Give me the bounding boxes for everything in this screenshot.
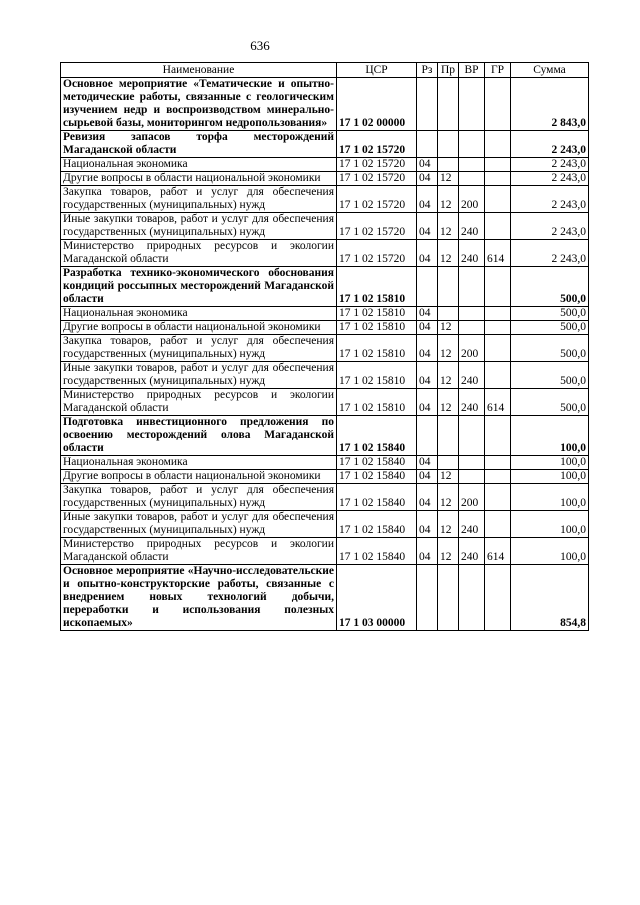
row-pr: 12 (438, 213, 459, 240)
table-header-row (61, 63, 589, 78)
row-gr (485, 456, 511, 470)
row-rz: 04 (417, 456, 438, 470)
table-row (61, 470, 589, 484)
row-csr: 17 1 02 15810 (337, 267, 417, 307)
row-gr (485, 362, 511, 389)
row-pr: 12 (438, 389, 459, 416)
header-vr: ВР (459, 63, 485, 78)
row-name: Основное мероприятие «Научно-исследовательские и опытно-конструкторские работы, связанные с внедрением новых технологий добычи, переработки и использования полезных ископаемых» (61, 565, 337, 631)
row-gr (485, 172, 511, 186)
row-gr: 614 (485, 240, 511, 267)
row-sum: 100,0 (511, 538, 589, 565)
row-gr (485, 565, 511, 631)
row-pr: 12 (438, 470, 459, 484)
row-gr: 614 (485, 389, 511, 416)
row-rz: 04 (417, 321, 438, 335)
row-sum: 2 243,0 (511, 158, 589, 172)
row-name: Национальная экономика (61, 456, 337, 470)
row-csr: 17 1 03 00000 (337, 565, 417, 631)
row-name: Иные закупки товаров, работ и услуг для обеспечения государственных (муниципальных) нужд (61, 362, 337, 389)
row-rz: 04 (417, 172, 438, 186)
row-name: Министерство природных ресурсов и экологии Магаданской области (61, 538, 337, 565)
row-name: Иные закупки товаров, работ и услуг для обеспечения государственных (муниципальных) нужд (61, 511, 337, 538)
row-rz (417, 565, 438, 631)
header-csr: ЦСР (337, 63, 417, 78)
row-name: Ревизия запасов торфа месторождений Магаданской области (61, 131, 337, 158)
row-vr (459, 307, 485, 321)
row-csr: 17 1 02 15840 (337, 511, 417, 538)
row-name: Другие вопросы в области национальной экономики (61, 470, 337, 484)
row-sum: 100,0 (511, 470, 589, 484)
row-sum: 2 843,0 (511, 78, 589, 131)
row-gr (485, 484, 511, 511)
row-gr (485, 267, 511, 307)
row-vr (459, 456, 485, 470)
row-csr: 17 1 02 15720 (337, 158, 417, 172)
row-sum: 2 243,0 (511, 131, 589, 158)
row-pr: 12 (438, 186, 459, 213)
row-name: Разработка технико-экономического обоснования кондиций россыпных месторождений Магаданской области (61, 267, 337, 307)
row-sum: 500,0 (511, 321, 589, 335)
row-rz: 04 (417, 307, 438, 321)
row-name: Министерство природных ресурсов и экологии Магаданской области (61, 240, 337, 267)
table-row (61, 511, 589, 538)
row-pr (438, 267, 459, 307)
table-row (61, 307, 589, 321)
row-vr: 240 (459, 389, 485, 416)
header-sum: Сумма (511, 63, 589, 78)
row-rz: 04 (417, 213, 438, 240)
row-vr (459, 416, 485, 456)
table-row (61, 416, 589, 456)
row-csr: 17 1 02 15840 (337, 416, 417, 456)
row-sum: 2 243,0 (511, 213, 589, 240)
row-sum: 500,0 (511, 267, 589, 307)
row-name: Закупка товаров, работ и услуг для обеспечения государственных (муниципальных) нужд (61, 186, 337, 213)
row-rz (417, 416, 438, 456)
row-sum: 100,0 (511, 511, 589, 538)
row-sum: 100,0 (511, 484, 589, 511)
row-gr (485, 335, 511, 362)
table-row (61, 267, 589, 307)
row-rz: 04 (417, 511, 438, 538)
row-csr: 17 1 02 15840 (337, 538, 417, 565)
table-row (61, 321, 589, 335)
row-rz: 04 (417, 186, 438, 213)
row-vr (459, 470, 485, 484)
row-gr (485, 131, 511, 158)
row-gr (485, 78, 511, 131)
row-rz: 04 (417, 538, 438, 565)
row-pr: 12 (438, 362, 459, 389)
row-pr (438, 158, 459, 172)
row-sum: 854,8 (511, 565, 589, 631)
row-csr: 17 1 02 15810 (337, 321, 417, 335)
row-rz: 04 (417, 158, 438, 172)
table-row (61, 78, 589, 131)
table-row (61, 172, 589, 186)
row-gr (485, 213, 511, 240)
row-pr: 12 (438, 511, 459, 538)
row-pr: 12 (438, 484, 459, 511)
table-row (61, 335, 589, 362)
row-pr (438, 307, 459, 321)
row-vr (459, 78, 485, 131)
row-vr: 200 (459, 186, 485, 213)
row-csr: 17 1 02 15810 (337, 307, 417, 321)
row-vr (459, 131, 485, 158)
row-csr: 17 1 02 15840 (337, 470, 417, 484)
row-vr: 200 (459, 484, 485, 511)
row-name: Другие вопросы в области национальной экономики (61, 321, 337, 335)
row-vr (459, 565, 485, 631)
row-csr: 17 1 02 15720 (337, 213, 417, 240)
row-sum: 500,0 (511, 362, 589, 389)
row-vr (459, 158, 485, 172)
row-name: Закупка товаров, работ и услуг для обеспечения государственных (муниципальных) нужд (61, 484, 337, 511)
row-gr (485, 321, 511, 335)
row-rz: 04 (417, 389, 438, 416)
row-name: Министерство природных ресурсов и экологии Магаданской области (61, 389, 337, 416)
row-gr (485, 470, 511, 484)
table-row (61, 538, 589, 565)
row-pr (438, 416, 459, 456)
row-name: Основное мероприятие «Тематические и опытно-методические работы, связанные с геологическим изучением недр и воспроизводством минерально-сырьевой базы, мониторингом недропользования» (61, 78, 337, 131)
row-name: Другие вопросы в области национальной экономики (61, 172, 337, 186)
table-row (61, 565, 589, 631)
table-row (61, 389, 589, 416)
row-sum: 500,0 (511, 389, 589, 416)
budget-table (60, 62, 589, 631)
row-name: Закупка товаров, работ и услуг для обеспечения государственных (муниципальных) нужд (61, 335, 337, 362)
row-sum: 2 243,0 (511, 240, 589, 267)
row-csr: 17 1 02 15720 (337, 172, 417, 186)
row-pr: 12 (438, 321, 459, 335)
row-vr: 240 (459, 213, 485, 240)
row-name: Иные закупки товаров, работ и услуг для обеспечения государственных (муниципальных) нужд (61, 213, 337, 240)
header-rz: Рз (417, 63, 438, 78)
table-row (61, 213, 589, 240)
row-vr: 240 (459, 362, 485, 389)
row-sum: 2 243,0 (511, 172, 589, 186)
table-row (61, 484, 589, 511)
row-pr: 12 (438, 240, 459, 267)
row-gr (485, 186, 511, 213)
row-csr: 17 1 02 15810 (337, 362, 417, 389)
row-name: Национальная экономика (61, 307, 337, 321)
row-sum: 2 243,0 (511, 186, 589, 213)
header-name: Наименование (61, 63, 337, 78)
row-vr: 240 (459, 240, 485, 267)
row-gr: 614 (485, 538, 511, 565)
table-row (61, 456, 589, 470)
row-vr (459, 172, 485, 186)
row-name: Национальная экономика (61, 158, 337, 172)
row-csr: 17 1 02 15720 (337, 240, 417, 267)
row-csr: 17 1 02 15810 (337, 389, 417, 416)
row-vr (459, 321, 485, 335)
row-pr (438, 456, 459, 470)
row-pr (438, 565, 459, 631)
row-csr: 17 1 02 00000 (337, 78, 417, 131)
row-gr (485, 511, 511, 538)
row-gr (485, 158, 511, 172)
table-row (61, 362, 589, 389)
table-row (61, 186, 589, 213)
row-gr (485, 307, 511, 321)
row-rz (417, 78, 438, 131)
row-csr: 17 1 02 15810 (337, 335, 417, 362)
row-vr: 240 (459, 538, 485, 565)
row-sum: 500,0 (511, 307, 589, 321)
table-row (61, 158, 589, 172)
row-rz: 04 (417, 335, 438, 362)
row-csr: 17 1 02 15720 (337, 186, 417, 213)
row-vr: 200 (459, 335, 485, 362)
row-rz (417, 131, 438, 158)
row-sum: 100,0 (511, 416, 589, 456)
row-rz: 04 (417, 484, 438, 511)
page-number: 636 (250, 38, 270, 53)
row-rz (417, 267, 438, 307)
row-vr (459, 267, 485, 307)
row-pr: 12 (438, 538, 459, 565)
table-row (61, 240, 589, 267)
row-pr (438, 78, 459, 131)
row-pr: 12 (438, 335, 459, 362)
header-gr: ГР (485, 63, 511, 78)
row-csr: 17 1 02 15840 (337, 456, 417, 470)
table-row (61, 131, 589, 158)
row-gr (485, 416, 511, 456)
row-rz: 04 (417, 470, 438, 484)
row-sum: 500,0 (511, 335, 589, 362)
row-csr: 17 1 02 15720 (337, 131, 417, 158)
row-rz: 04 (417, 240, 438, 267)
row-pr: 12 (438, 172, 459, 186)
row-rz: 04 (417, 362, 438, 389)
row-sum: 100,0 (511, 456, 589, 470)
row-vr: 240 (459, 511, 485, 538)
row-csr: 17 1 02 15840 (337, 484, 417, 511)
row-pr (438, 131, 459, 158)
header-pr: Пр (438, 63, 459, 78)
row-name: Подготовка инвестиционного предложения по освоению месторождений олова Магаданской области (61, 416, 337, 456)
